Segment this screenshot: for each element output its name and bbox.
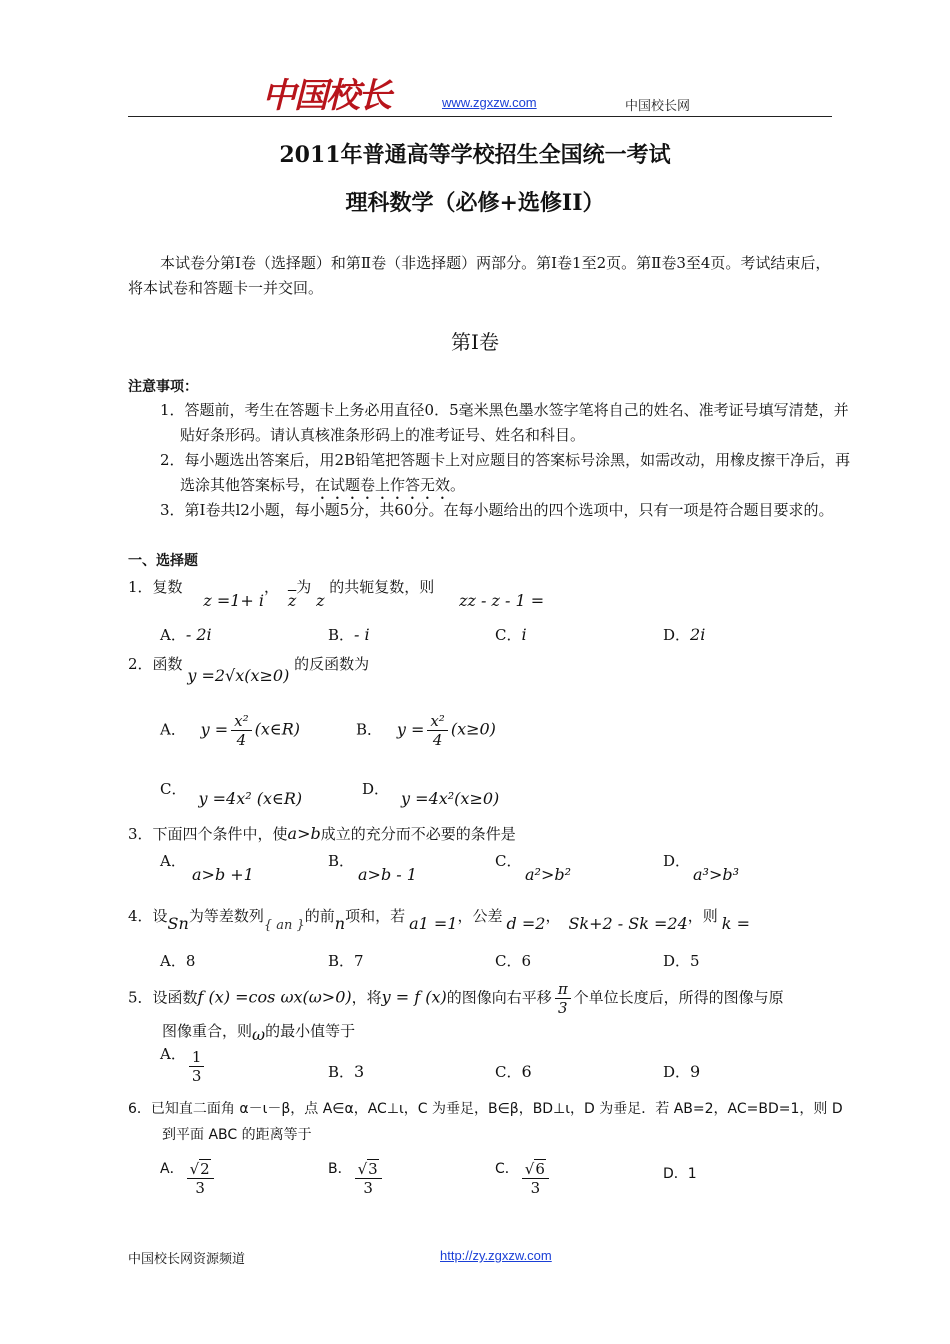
fraction-numerator: 1 (189, 1048, 205, 1067)
option-value: 2i (690, 625, 706, 644)
note-item-2 (160, 448, 856, 503)
q4-sum-condition: Sk+2 - Sk =24 (568, 914, 688, 933)
note-2-text: 2．每小题选出答案后，用2B铅笔把答题卡上对应题目的答案标号涂黑，如需改动，用橡皮擦干净后，再选涂其他答案标号， (160, 451, 851, 494)
fraction-numerator: x² (427, 712, 447, 731)
question-3 (128, 823, 516, 844)
q1-text: 的共轭复数，则 (329, 578, 435, 596)
fraction-numerator: √6 (522, 1160, 549, 1179)
note-2-emphasis: 在试题卷上作答无效 (315, 476, 451, 494)
option-label: C． (495, 626, 522, 644)
exam-title: 2011年普通高等学校招生全国统一考试 (279, 142, 671, 168)
q3-option-b (328, 850, 417, 890)
q1-option-c (495, 624, 527, 645)
q4-text-1: 4．设 (128, 907, 168, 925)
q1-number: 1．复数 (128, 578, 183, 596)
q2-option-c (160, 778, 303, 808)
q4-d: d =2 (506, 914, 546, 933)
q4-text-3: 的前 (304, 907, 335, 925)
option-value: a>b - 1 (358, 865, 417, 884)
q6-option-b (328, 1160, 385, 1197)
footer-channel: 中国校长网资源频道 (128, 1252, 246, 1267)
q4-text-2: 为等差数列 (188, 907, 264, 925)
question-2 (128, 653, 370, 685)
q5-text-4: 个单位长度后，所得的图像与原 (573, 988, 784, 1007)
q4-option-b (328, 950, 364, 971)
radicand: 2 (200, 1160, 210, 1178)
header-site-name: 中国校长网 (625, 99, 691, 114)
q4-k: k = (721, 914, 750, 933)
part-title: 第Ⅰ卷 (451, 330, 499, 354)
notes-heading: 注意事项： (128, 379, 198, 395)
q4-text-7: ，则 (687, 907, 718, 925)
note-item-3: 3．第Ⅰ卷共l2小题，每小题5分，共60分。在每小题给出的四个选项中，只有一项是符合题目要求的。 (160, 501, 834, 519)
section-heading: 一、选择题 (128, 553, 198, 569)
site-logo[interactable]: 中国校长 (262, 76, 390, 116)
option-value: 1 (687, 1166, 697, 1182)
q2-option-a (160, 712, 300, 749)
option-rhs: (x∈R) (254, 719, 301, 739)
page-header (128, 62, 832, 117)
option-rhs: (x≥0) (450, 719, 496, 739)
q6-option-a (160, 1160, 217, 1197)
q5-option-a (160, 1044, 207, 1085)
q4-a1: a1 =1 (409, 914, 458, 933)
q1-zbar: $\overline{z}$ (287, 591, 297, 610)
q6-option-d (663, 1163, 697, 1183)
q3-option-a (160, 850, 254, 890)
option-value: 8 (185, 952, 196, 970)
exam-subtitle: 理科数学（必修+选修II） (345, 190, 605, 216)
q1-option-a (160, 624, 212, 645)
footer-link[interactable]: http://zy.zgxzw.com (440, 1248, 552, 1263)
option-label: D． (362, 780, 390, 798)
option-value: - i (354, 625, 370, 644)
q4-sequence: { an } (263, 918, 305, 933)
radicand: 6 (535, 1160, 545, 1178)
q5-text-3: 的图像向右平移 (446, 988, 552, 1007)
option-label: B． (328, 626, 355, 644)
q1-option-d (663, 624, 705, 645)
q1-comma: ， (264, 578, 280, 596)
option-label: C． (495, 852, 522, 870)
option-label: B． (356, 720, 383, 739)
option-fraction (427, 712, 447, 749)
q2-option-d (362, 778, 500, 808)
q4-n: n (334, 914, 346, 933)
option-label: B． (328, 952, 355, 970)
fraction-numerator: √2 (187, 1160, 214, 1179)
fraction-denominator: 3 (557, 999, 568, 1017)
option-fraction (522, 1160, 549, 1197)
option-value: 9 (690, 1062, 701, 1081)
fraction-denominator: 3 (195, 1179, 205, 1197)
q5-option-b (328, 1061, 364, 1082)
question-6-line-2: 到平面 ABC 的距离等于 (162, 1127, 312, 1143)
q4-option-a (160, 950, 195, 971)
question-6: 6．已知直二面角 α－ι－β，点 A∈α，AC⊥ι，C 为垂足，B∈β，BD⊥ι，D 为垂足．若 AB=2，AC=BD=1，则 D (128, 1101, 843, 1117)
q5-omega: ω (252, 1025, 266, 1044)
question-1 (128, 576, 545, 610)
q3-option-c (495, 850, 572, 890)
fraction-denominator: 3 (530, 1179, 541, 1197)
q5-text-6: 的最小值等于 (265, 1022, 356, 1040)
fraction-numerator: x² (231, 712, 251, 731)
option-value: y =4x² (x∈R) (198, 789, 303, 808)
q4-sn: Sn (167, 914, 189, 933)
option-fraction (355, 1160, 382, 1197)
option-value: a³>b³ (693, 865, 740, 884)
q4-option-d (663, 950, 700, 971)
option-value: 6 (521, 1062, 532, 1081)
q4-text-4: 项和，若 (345, 907, 406, 925)
q4-text-6: ， (545, 907, 561, 925)
option-label: A． (160, 952, 186, 970)
fraction-denominator: 4 (432, 731, 443, 749)
intro-paragraph: 本试卷分第Ⅰ卷（选择题）和第Ⅱ卷（非选择题）两部分。第Ⅰ卷1至2页。第Ⅱ卷3至4页。考试结束后，将本试卷和答题卡一并交回。 (128, 254, 831, 297)
q3-tail: 成立的充分而不必要的条件是 (320, 825, 516, 843)
q1-expression: zz - z - 1 = (459, 591, 545, 610)
fraction-denominator: 4 (236, 731, 247, 749)
option-value: i (521, 625, 527, 644)
option-value: y =4x²(x≥0) (401, 789, 500, 808)
option-value: 5 (690, 952, 700, 970)
option-label: C． (495, 1063, 522, 1081)
q1-option-b (328, 624, 370, 645)
q5-y: y = f (x) (381, 987, 447, 1007)
option-label: B． (328, 1063, 355, 1081)
option-value: a>b +1 (192, 865, 254, 884)
option-label: C． (495, 1160, 519, 1177)
option-value: 3 (354, 1062, 365, 1081)
q3-option-d (663, 850, 740, 890)
option-fraction (189, 1048, 205, 1085)
option-fraction (187, 1160, 214, 1197)
option-lhs: y = (200, 719, 229, 739)
q5-function: f (x) =cos ωx(ω>0) (197, 987, 352, 1007)
fraction-numerator: π (555, 980, 571, 999)
radicand: 3 (368, 1160, 378, 1178)
option-label: D． (663, 952, 691, 970)
q1-z: z (316, 591, 325, 610)
q4-option-c (495, 950, 531, 971)
q5-option-c (495, 1061, 532, 1082)
q5-text-5: 图像重合，则 (162, 1022, 253, 1040)
option-fraction (231, 712, 251, 749)
option-label: C． (160, 780, 187, 798)
q3-condition: a>b (287, 824, 321, 843)
option-value: a²>b² (525, 865, 572, 884)
option-label: D． (663, 852, 691, 870)
option-value: 6 (521, 952, 532, 970)
option-value: - 2i (185, 625, 212, 644)
q2-text: 的反函数为 (294, 655, 370, 673)
option-label: C． (495, 952, 522, 970)
q5-text-2: ，将 (351, 988, 382, 1007)
q5-shift-fraction (555, 980, 571, 1017)
option-label: B． (328, 1160, 352, 1177)
option-label: A． (160, 852, 186, 870)
option-label: A． (160, 1044, 186, 1063)
note-2-end: 。 (450, 476, 466, 494)
option-label: A． (160, 720, 186, 739)
q4-text-5: ，公差 (457, 907, 503, 925)
fraction-denominator: 3 (363, 1179, 373, 1197)
q6-option-c (495, 1160, 552, 1197)
option-label: D． (663, 1166, 688, 1182)
note-item-1: 1．答题前，考生在答题卡上务必用直径0．5毫米黑色墨水签字笔将自己的姓名、准考证号填写清楚，并贴好条形码。请认真核准条形码上的准考证号、姓名和科目。 (160, 401, 849, 444)
q2-option-b (356, 712, 496, 749)
header-site-link[interactable]: www.zgxzw.com (442, 95, 537, 110)
q5-text-1: 5．设函数 (128, 988, 198, 1007)
q2-function: y =2√x(x≥0) (187, 666, 290, 685)
question-5 (128, 980, 784, 1017)
option-lhs: y = (396, 719, 425, 739)
q1-z-definition: z =1+ i (203, 591, 265, 610)
option-label: B． (328, 852, 355, 870)
q1-wei: 为 (296, 578, 312, 596)
question-5-line-2 (162, 1020, 356, 1044)
question-4 (128, 905, 750, 933)
option-label: D． (663, 626, 691, 644)
fraction-numerator: √3 (355, 1160, 382, 1179)
q3-text: 3．下面四个条件中，使 (128, 825, 288, 843)
option-value: 7 (354, 952, 364, 970)
q2-number: 2．函数 (128, 655, 183, 673)
option-label: D． (663, 1063, 691, 1081)
option-label: A． (160, 626, 186, 644)
q5-option-d (663, 1061, 700, 1082)
option-label: A． (160, 1160, 184, 1177)
fraction-denominator: 3 (191, 1067, 202, 1085)
